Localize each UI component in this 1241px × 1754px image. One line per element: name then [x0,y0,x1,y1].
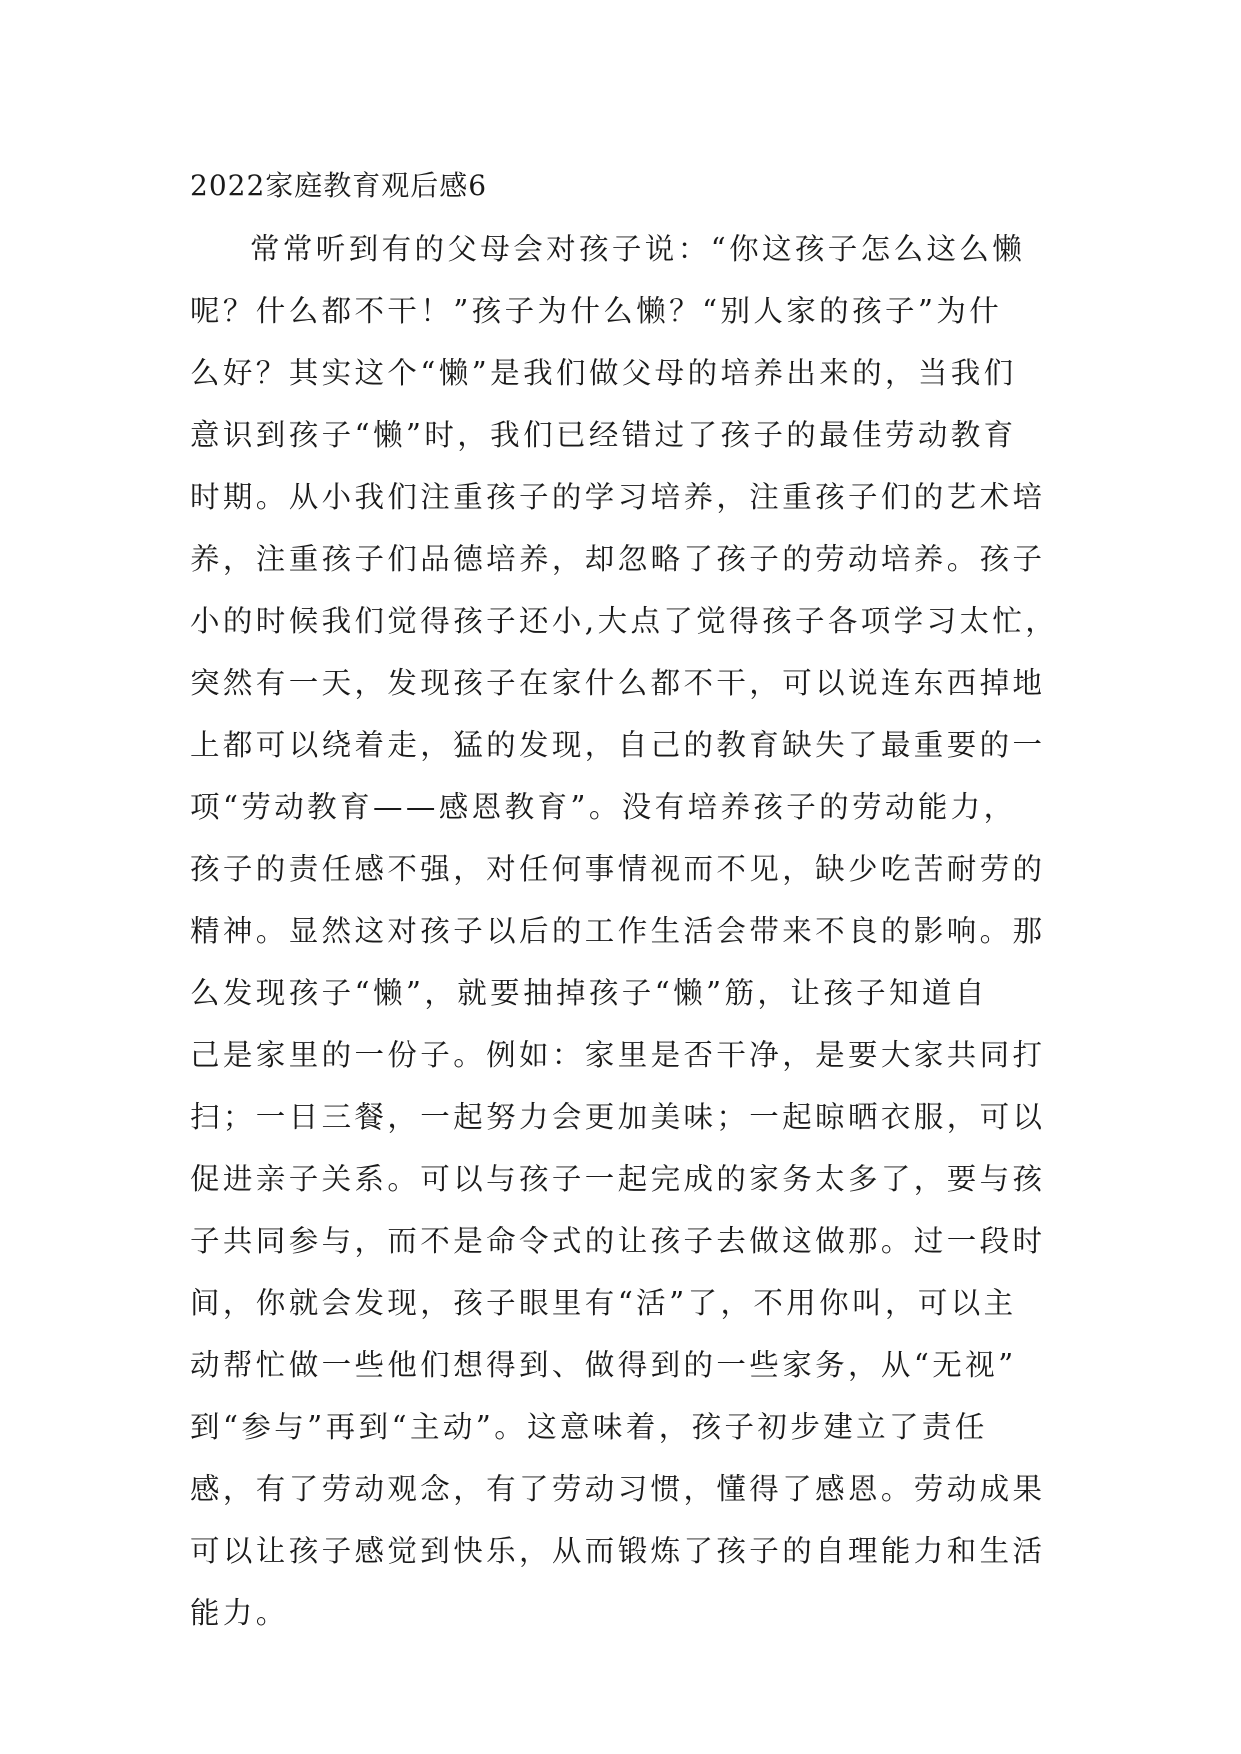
paragraph-line: 感，有了劳动观念，有了劳动习惯，懂得了感恩。劳动成果 [190,1472,1046,1506]
paragraph-line: 么好？其实这个“懒”是我们做父母的培养出来的，当我们 [190,356,1017,390]
paragraph-line: 子共同参与，而不是命令式的让孩子去做这做那。过一段时 [190,1224,1046,1258]
paragraph-line: 养，注重孩子们品德培养，却忽略了孩子的劳动培养。孩子 [190,542,1046,576]
paragraph-line: 意识到孩子“懒”时，我们已经错过了孩子的最佳劳动教育 [190,418,1017,452]
document-title: 2022家庭教育观后感6 [190,169,488,202]
paragraph-line: 时期。从小我们注重孩子的学习培养，注重孩子们的艺术培 [190,480,1046,514]
paragraph-line: 突然有一天，发现孩子在家什么都不干，可以说连东西掉地 [190,666,1046,700]
paragraph-line: 呢？什么都不干！”孩子为什么懒？“别人家的孩子”为什 [190,294,1003,328]
essay-paragraph [190,218,1070,1644]
paragraph-line: 常常听到有的父母会对孩子说：“你这孩子怎么这么懒 [250,232,1026,266]
paragraph-line: 促进亲子关系。可以与孩子一起完成的家务太多了，要与孩 [190,1162,1046,1196]
paragraph-line: 间，你就会发现，孩子眼里有“活”了，不用你叫，可以主 [190,1286,1017,1320]
paragraph-line: 上都可以绕着走，猛的发现，自己的教育缺失了最重要的一 [190,728,1046,762]
paragraph-line: 扫；一日三餐，一起努力会更加美味；一起晾晒衣服，可以 [190,1100,1046,1134]
paragraph-line: 动帮忙做一些他们想得到、做得到的一些家务，从“无视” [190,1348,1017,1382]
paragraph-line: 精神。显然这对孩子以后的工作生活会带来不良的影响。那 [190,914,1046,948]
paragraph-line: 项“劳动教育——感恩教育”。没有培养孩子的劳动能力， [190,790,1017,824]
paragraph-line: 么发现孩子“懒”，就要抽掉孩子“懒”筋，让孩子知道自 [190,976,988,1010]
paragraph-line: 己是家里的一份子。例如：家里是否干净，是要大家共同打 [190,1038,1046,1072]
paragraph-line: 可以让孩子感觉到快乐，从而锻炼了孩子的自理能力和生活 [190,1534,1046,1568]
paragraph-line: 孩子的责任感不强，对任何事情视而不见，缺少吃苦耐劳的 [190,852,1046,886]
paragraph-line: 到“参与”再到“主动”。这意味着，孩子初步建立了责任 [190,1410,988,1444]
paragraph-line: 能力。 [190,1596,289,1630]
paragraph-line: 小的时候我们觉得孩子还小,大点了觉得孩子各项学习太忙， [190,604,1059,638]
